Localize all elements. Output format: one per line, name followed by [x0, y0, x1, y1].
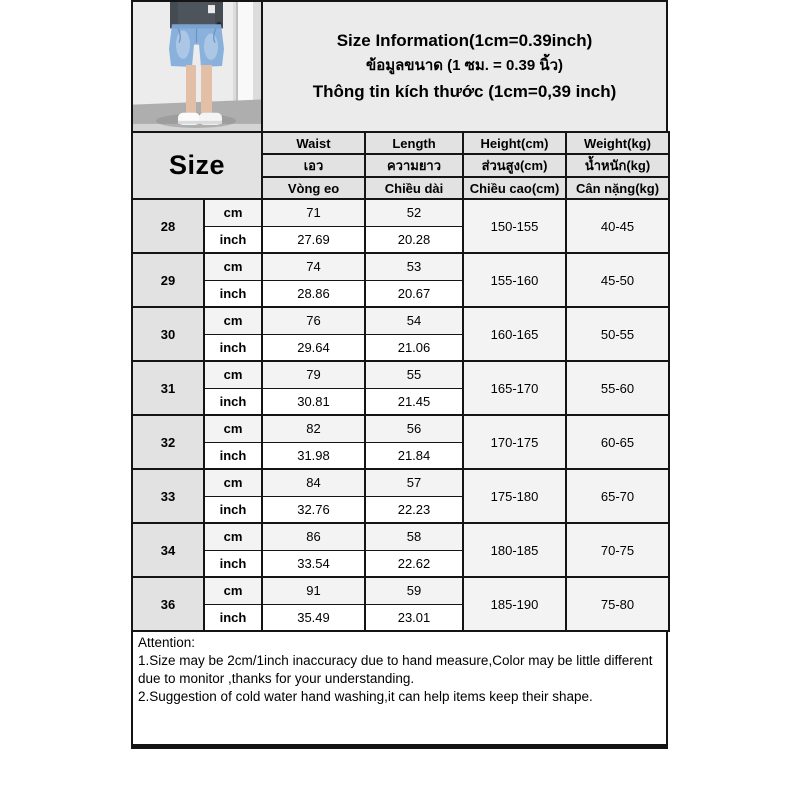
- size-cell: 28: [132, 199, 204, 253]
- waist-inch-value: 32.76: [262, 496, 365, 523]
- waist-inch-value: 29.64: [262, 334, 365, 361]
- size-cell: 36: [132, 577, 204, 631]
- height-range: 150-155: [463, 199, 566, 253]
- table-row: [132, 469, 669, 496]
- col-header-weight-th: น้ำหนัก(kg): [566, 154, 669, 177]
- waist-cm-value: 91: [262, 577, 365, 604]
- length-inch-value: 21.84: [365, 442, 463, 469]
- height-range: 155-160: [463, 253, 566, 307]
- weight-range: 65-70: [566, 469, 669, 523]
- col-header-waist-en: Waist: [262, 132, 365, 154]
- length-inch-value: 21.45: [365, 388, 463, 415]
- length-inch-value: 22.23: [365, 496, 463, 523]
- unit-cm-cell: cm: [204, 415, 262, 442]
- col-header-waist-vi: Vòng eo: [262, 177, 365, 199]
- waist-inch-value: 27.69: [262, 226, 365, 253]
- size-chart: [131, 0, 668, 749]
- col-header-waist-th: เอว: [262, 154, 365, 177]
- size-cell: 33: [132, 469, 204, 523]
- table-row: [132, 253, 669, 280]
- table-row: [132, 577, 669, 604]
- unit-cm-cell: cm: [204, 523, 262, 550]
- attention-note-2: 2.Suggestion of cold water hand washing,it can help items keep their shape.: [138, 688, 593, 704]
- size-info-title-en: Size Information(1cm=0.39inch): [336, 30, 593, 50]
- size-header-cell: Size: [132, 132, 262, 199]
- size-cell: 29: [132, 253, 204, 307]
- size-cell: 30: [132, 307, 204, 361]
- unit-inch-cell: inch: [204, 442, 262, 469]
- length-cm-value: 54: [365, 307, 463, 334]
- waist-cm-value: 76: [262, 307, 365, 334]
- size-cell: 34: [132, 523, 204, 577]
- unit-inch-cell: inch: [204, 550, 262, 577]
- weight-range: 40-45: [566, 199, 669, 253]
- waist-cm-value: 74: [262, 253, 365, 280]
- length-cm-value: 52: [365, 199, 463, 226]
- unit-inch-cell: inch: [204, 604, 262, 631]
- size-info-title-th: ข้อมูลขนาด (1 ซม. = 0.39 นิ้ว): [365, 57, 564, 75]
- waist-cm-value: 82: [262, 415, 365, 442]
- length-cm-value: 58: [365, 523, 463, 550]
- unit-cm-cell: cm: [204, 469, 262, 496]
- length-inch-value: 21.06: [365, 334, 463, 361]
- size-info-title-vi: Thông tin kích thước (1cm=0,39 inch): [312, 81, 617, 101]
- waist-cm-value: 86: [262, 523, 365, 550]
- table-row: [132, 307, 669, 334]
- header-row-en: [132, 132, 669, 154]
- waist-inch-value: 31.98: [262, 442, 365, 469]
- unit-cm-cell: cm: [204, 361, 262, 388]
- unit-cm-cell: cm: [204, 577, 262, 604]
- waist-cm-value: 84: [262, 469, 365, 496]
- weight-range: 70-75: [566, 523, 669, 577]
- unit-cm-cell: cm: [204, 253, 262, 280]
- denim-shorts-model-photo: [133, 2, 263, 131]
- unit-inch-cell: inch: [204, 280, 262, 307]
- size-cell: 32: [132, 415, 204, 469]
- length-cm-value: 57: [365, 469, 463, 496]
- height-range: 175-180: [463, 469, 566, 523]
- table-row: [132, 199, 669, 226]
- attention-title: Attention:: [138, 635, 196, 650]
- unit-inch-cell: inch: [204, 496, 262, 523]
- length-inch-value: 23.01: [365, 604, 463, 631]
- weight-range: 45-50: [566, 253, 669, 307]
- length-cm-value: 55: [365, 361, 463, 388]
- attention-note-1: 1.Size may be 2cm/1inch inaccuracy due to hand measure,Color may be little different due to monitor ,thanks for your understanding.: [138, 652, 653, 686]
- height-range: 180-185: [463, 523, 566, 577]
- table-row: [132, 415, 669, 442]
- col-header-height-vi: Chiều cao(cm): [463, 177, 566, 199]
- table-row: [132, 361, 669, 388]
- weight-range: 55-60: [566, 361, 669, 415]
- top-block: [131, 0, 668, 131]
- length-cm-value: 56: [365, 415, 463, 442]
- attention-box: [131, 632, 668, 749]
- weight-range: 50-55: [566, 307, 669, 361]
- unit-cm-cell: cm: [204, 199, 262, 226]
- col-header-length-th: ความยาว: [365, 154, 463, 177]
- length-inch-value: 20.28: [365, 226, 463, 253]
- waist-inch-value: 28.86: [262, 280, 365, 307]
- length-cm-value: 59: [365, 577, 463, 604]
- col-header-weight-en: Weight(kg): [566, 132, 669, 154]
- col-header-length-en: Length: [365, 132, 463, 154]
- table-row: [132, 523, 669, 550]
- denim-shorts-photo-illustration: [133, 2, 261, 131]
- col-header-length-vi: Chiều dài: [365, 177, 463, 199]
- waist-inch-value: 30.81: [262, 388, 365, 415]
- col-header-weight-vi: Cân nặng(kg): [566, 177, 669, 199]
- waist-inch-value: 35.49: [262, 604, 365, 631]
- waist-inch-value: 33.54: [262, 550, 365, 577]
- height-range: 160-165: [463, 307, 566, 361]
- waist-cm-value: 71: [262, 199, 365, 226]
- col-header-height-en: Height(cm): [463, 132, 566, 154]
- height-range: 185-190: [463, 577, 566, 631]
- unit-inch-cell: inch: [204, 334, 262, 361]
- height-range: 170-175: [463, 415, 566, 469]
- unit-inch-cell: inch: [204, 388, 262, 415]
- height-range: 165-170: [463, 361, 566, 415]
- weight-range: 60-65: [566, 415, 669, 469]
- size-table: [131, 131, 670, 632]
- length-cm-value: 53: [365, 253, 463, 280]
- weight-range: 75-80: [566, 577, 669, 631]
- length-inch-value: 22.62: [365, 550, 463, 577]
- col-header-height-th: ส่วนสูง(cm): [463, 154, 566, 177]
- waist-cm-value: 79: [262, 361, 365, 388]
- size-information-box: [263, 2, 666, 131]
- unit-inch-cell: inch: [204, 226, 262, 253]
- size-cell: 31: [132, 361, 204, 415]
- unit-cm-cell: cm: [204, 307, 262, 334]
- length-inch-value: 20.67: [365, 280, 463, 307]
